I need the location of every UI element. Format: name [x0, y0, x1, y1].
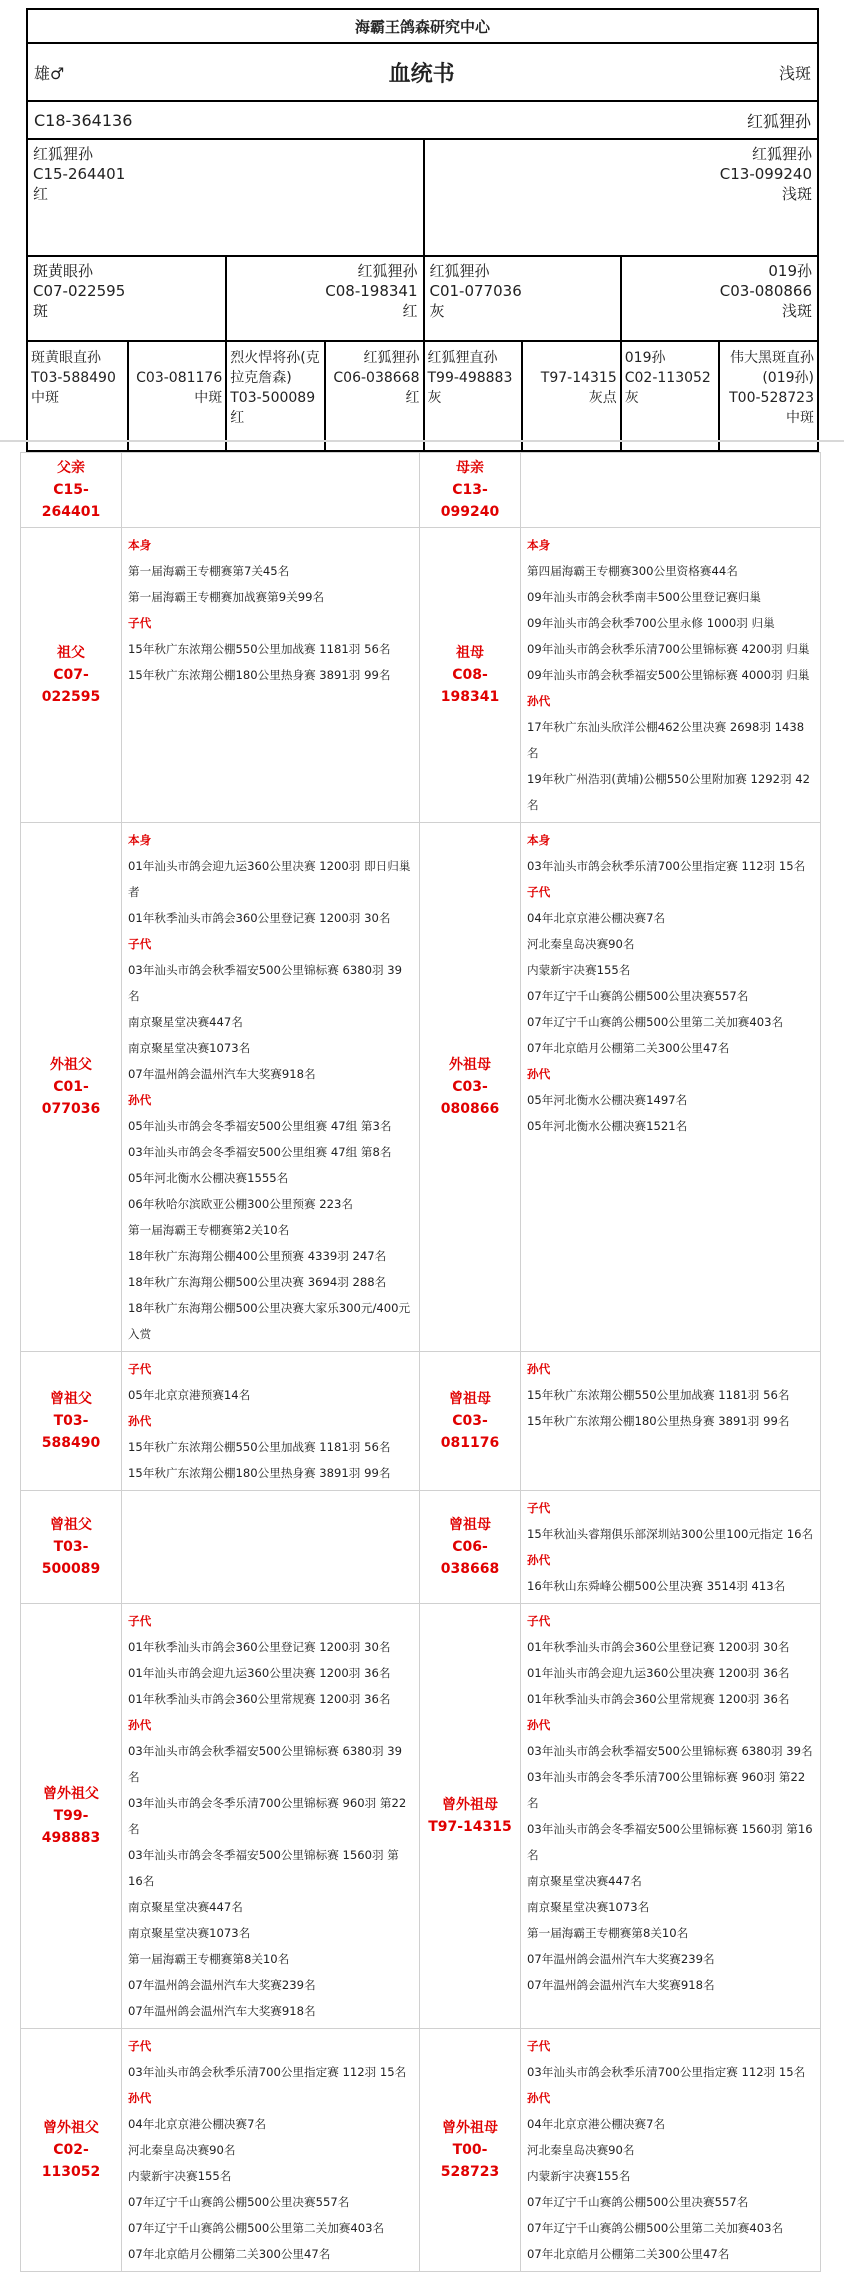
title-row [26, 44, 819, 102]
grandparent-color: 浅斑 [781, 302, 812, 320]
ancestor-ring: C15-264401 [41, 482, 101, 520]
great-grandparent-ring: T99-498883 [427, 370, 513, 386]
record-section-heading: 子代 [527, 2039, 551, 2053]
record-line: 内蒙新宇决赛155名 [128, 2169, 232, 2183]
great-grandparent-strain: 斑黄眼直孙 [31, 350, 101, 366]
record-line: 01年秋季汕头市鸽会360公里登记赛 1200羽 30名 [527, 1640, 790, 1654]
record-line: 05年河北衡水公棚决赛1497名 [527, 1093, 688, 1107]
grandparent-color: 红 [402, 302, 418, 320]
record-line: 第一届海霸王专棚赛第7关45名 [128, 564, 290, 578]
record-line: 南京聚星堂决赛447名 [128, 1900, 243, 1914]
sex-label: 雄♂ [34, 63, 65, 83]
great-grandparent-ring: T03-588490 [31, 370, 116, 386]
ancestor-records [521, 528, 821, 823]
ancestor-title: 父亲 [57, 460, 85, 476]
ancestor-label [420, 1604, 521, 2029]
ancestor-title: 曾祖母 [449, 1391, 491, 1407]
record-section-heading: 子代 [128, 1362, 152, 1376]
record-line: 07年北京皓月公棚第二关300公里47名 [527, 1041, 730, 1055]
record-line: 09年汕头市鸽会秋季福安500公里锦标赛 4000羽 归巢 [527, 668, 810, 682]
record-line: 03年汕头市鸽会秋季福安500公里锦标赛 6380羽 39名 [128, 1744, 403, 1784]
record-line: 07年温州鸽会温州汽车大奖赛918名 [128, 2004, 316, 2018]
grandparent-strain: 019孙 [768, 262, 812, 280]
generation-1 [26, 140, 819, 257]
record-section-heading: 孙代 [128, 1093, 152, 1107]
ancestor-ring: T99-498883 [41, 1808, 101, 1846]
grandparent-strain: 红狐狸孙 [357, 262, 418, 280]
dam-strain: 红狐狸孙 [751, 145, 812, 163]
great-grandparent-strain: 烈火悍将孙(克拉克詹森) [230, 350, 320, 386]
record-line: 07年温州鸽会温州汽车大奖赛239名 [527, 1952, 715, 1966]
record-line: 01年秋季汕头市鸽会360公里登记赛 1200羽 30名 [128, 1640, 391, 1654]
dam-cell [423, 140, 818, 255]
great-grandparent-cell [521, 342, 620, 450]
record-line: 第一届海霸王专棚赛第2关10名 [128, 1223, 290, 1237]
grandparent-ring: C07-022595 [33, 282, 126, 300]
record-line: 09年汕头市鸽会秋季乐清700公里锦标赛 4200羽 归巢 [527, 642, 810, 656]
record-line: 09年汕头市鸽会秋季南丰500公里登记赛归巢 [527, 590, 761, 604]
ancestor-ring: C13-099240 [440, 482, 500, 520]
sire-strain: 红狐狸孙 [33, 145, 94, 163]
record-row [21, 823, 821, 1352]
ancestor-records [521, 2029, 821, 2272]
record-section-heading: 本身 [128, 833, 152, 847]
grandparent-cell [28, 257, 225, 340]
ancestor-label [420, 1491, 521, 1604]
pedigree-chart [26, 8, 819, 452]
great-grandparent-ring: C03-081176 [136, 370, 223, 386]
ancestor-records [122, 453, 420, 528]
record-line: 第一届海霸王专棚赛第8关10名 [128, 1952, 290, 1966]
ancestor-records [122, 1604, 420, 2029]
great-grandparent-cell [423, 342, 522, 450]
record-line: 04年北京京港公棚决赛7名 [527, 2117, 666, 2131]
great-grandparent-color: 中斑 [194, 390, 223, 406]
record-row [21, 2029, 821, 2272]
great-grandparent-color: 红 [230, 410, 245, 426]
ancestor-label [420, 2029, 521, 2272]
record-line: 河北秦皇岛决赛90名 [527, 2143, 635, 2157]
record-line: 03年汕头市鸽会冬季福安500公里组赛 47组 第8名 [128, 1145, 392, 1159]
ancestor-title: 曾祖父 [50, 1517, 92, 1533]
record-line: 第一届海霸王专棚赛第8关10名 [527, 1926, 689, 1940]
great-grandparent-color: 灰 [624, 390, 639, 406]
ancestor-records [521, 1352, 821, 1491]
grandparent-color: 灰 [429, 302, 445, 320]
great-grandparent-ring: T03-500089 [230, 390, 316, 406]
record-line: 07年辽宁千山赛鸽公棚500公里第二关加赛403名 [527, 2221, 784, 2235]
record-row [21, 453, 821, 528]
great-grandparent-color: 灰 [427, 390, 442, 406]
record-line: 南京聚星堂决赛1073名 [527, 1900, 650, 1914]
record-line: 03年汕头市鸽会秋季乐清700公里指定赛 112羽 15名 [527, 859, 806, 873]
grandparent-cell [620, 257, 817, 340]
ancestor-records [122, 1352, 420, 1491]
record-section-heading: 子代 [527, 885, 551, 899]
record-line: 04年北京京港公棚决赛7名 [128, 2117, 267, 2131]
ancestor-title: 曾祖母 [449, 1517, 491, 1533]
great-grandparent-cell [225, 342, 324, 450]
record-line: 09年汕头市鸽会秋季700公里永修 1000羽 归巢 [527, 616, 775, 630]
ancestor-ring: T97-14315 [428, 1819, 512, 1835]
record-section-heading: 孙代 [527, 1718, 551, 1732]
ancestor-label [21, 528, 122, 823]
ancestor-ring: C02-113052 [41, 2142, 101, 2180]
record-section-heading: 孙代 [527, 1067, 551, 1081]
record-line: 05年北京京港预赛14名 [128, 1388, 251, 1402]
record-line: 01年秋季汕头市鸽会360公里常规赛 1200羽 36名 [128, 1692, 391, 1706]
great-grandparent-strain: 伟大黑斑直孙(019孙) [730, 350, 814, 386]
record-line: 07年辽宁千山赛鸽公棚500公里决赛557名 [527, 989, 749, 1003]
record-line: 15年秋广东浓翔公棚550公里加战赛 1181羽 56名 [128, 642, 391, 656]
ancestor-records [122, 1491, 420, 1604]
record-line: 17年秋广东汕头欣洋公棚462公里决赛 2698羽 1438名 [527, 720, 805, 760]
record-line: 南京聚星堂决赛1073名 [128, 1926, 251, 1940]
record-line: 03年汕头市鸽会冬季福安500公里锦标赛 1560羽 第16名 [128, 1848, 399, 1888]
record-line: 03年汕头市鸽会冬季乐清700公里锦标赛 960羽 第22名 [527, 1770, 806, 1810]
record-line: 05年河北衡水公棚决赛1521名 [527, 1119, 688, 1133]
bird-row [26, 102, 819, 140]
record-line: 07年温州鸽会温州汽车大奖赛918名 [128, 1067, 316, 1081]
dam-ring: C13-099240 [719, 165, 812, 183]
record-line: 15年秋广东浓翔公棚180公里热身赛 3891羽 99名 [128, 1466, 391, 1480]
bird-ring: C18-364136 [34, 110, 133, 130]
ancestor-title: 母亲 [456, 460, 484, 476]
bird-strain: 红狐狸孙 [746, 111, 811, 131]
great-grandparent-cell [127, 342, 226, 450]
record-line: 01年汕头市鸽会迎九运360公里决赛 1200羽 即日归巢者 [128, 859, 411, 899]
record-section-heading: 子代 [527, 1501, 551, 1515]
ancestor-title: 曾外祖母 [442, 2120, 498, 2136]
section-divider [0, 440, 844, 442]
grandparent-strain: 斑黄眼孙 [33, 262, 94, 280]
record-section-heading: 子代 [128, 2039, 152, 2053]
record-line: 南京聚星堂决赛1073名 [128, 1041, 251, 1055]
ancestor-label [21, 2029, 122, 2272]
ancestor-ring: C01-077036 [41, 1079, 101, 1117]
ancestor-label [21, 823, 122, 1352]
record-line: 18年秋广东海翔公棚500公里决赛大家乐300元/400元 入赏 [128, 1301, 411, 1341]
ancestor-ring: T03-588490 [41, 1413, 101, 1451]
ancestor-title: 曾外祖母 [442, 1797, 498, 1813]
ancestor-ring: C03-080866 [440, 1079, 500, 1117]
record-line: 15年秋广东浓翔公棚550公里加战赛 1181羽 56名 [128, 1440, 391, 1454]
record-line: 01年秋季汕头市鸽会360公里常规赛 1200羽 36名 [527, 1692, 790, 1706]
great-grandparent-ring: C02-113052 [624, 370, 711, 386]
grandparent-ring: C08-198341 [325, 282, 418, 300]
record-section-heading: 本身 [527, 538, 551, 552]
record-line: 河北秦皇岛决赛90名 [128, 2143, 236, 2157]
ancestor-title: 祖母 [456, 645, 484, 661]
record-line: 07年温州鸽会温州汽车大奖赛239名 [128, 1978, 316, 1992]
ancestor-records [521, 453, 821, 528]
generation-2 [26, 257, 819, 342]
great-grandparent-color: 红 [405, 390, 420, 406]
record-line: 15年秋广东浓翔公棚180公里热身赛 3891羽 99名 [128, 668, 391, 682]
great-grandparent-cell [324, 342, 423, 450]
ancestor-ring: C03-081176 [440, 1413, 500, 1451]
record-line: 15年秋广东浓翔公棚550公里加战赛 1181羽 56名 [527, 1388, 790, 1402]
record-section-heading: 子代 [527, 1614, 551, 1628]
bird-color: 浅斑 [778, 63, 811, 83]
great-grandparent-cell [28, 342, 127, 450]
ancestor-ring: C07-022595 [41, 667, 101, 705]
grandparent-ring: C03-080866 [719, 282, 812, 300]
ancestor-title: 曾祖父 [50, 1391, 92, 1407]
record-section-heading: 子代 [128, 616, 152, 630]
sire-cell [28, 140, 423, 255]
record-line: 07年辽宁千山赛鸽公棚500公里第二关加赛403名 [527, 1015, 784, 1029]
grandparent-color: 斑 [33, 302, 49, 320]
record-section-heading: 子代 [128, 937, 152, 951]
record-line: 18年秋广东海翔公棚400公里预赛 4339羽 247名 [128, 1249, 387, 1263]
record-row [21, 528, 821, 823]
sire-ring: C15-264401 [33, 165, 126, 183]
org-name: 海霸王鸽森研究中心 [354, 17, 490, 36]
great-grandparent-color: 中斑 [31, 390, 59, 406]
ancestor-label [21, 453, 122, 528]
ancestor-records [521, 823, 821, 1352]
record-line: 07年辽宁千山赛鸽公棚500公里决赛557名 [527, 2195, 749, 2209]
record-row [21, 1491, 821, 1604]
record-row [21, 1604, 821, 2029]
ancestor-title: 外祖父 [50, 1057, 92, 1073]
record-line: 01年汕头市鸽会迎九运360公里决赛 1200羽 36名 [128, 1666, 391, 1680]
record-line: 南京聚星堂决赛447名 [527, 1874, 642, 1888]
page-title: 血统书 [388, 61, 455, 87]
record-line: 04年北京京港公棚决赛7名 [527, 911, 666, 925]
record-line: 19年秋广州浩羽(黄埔)公棚550公里附加赛 1292羽 42名 [527, 772, 811, 812]
ancestor-label [420, 528, 521, 823]
record-section-heading: 孙代 [128, 1414, 152, 1428]
great-grandparent-ring: C06-038668 [333, 370, 420, 386]
ancestor-label [420, 1352, 521, 1491]
record-line: 15年秋汕头睿翔俱乐部深圳站300公里100元指定 16名 [527, 1527, 814, 1541]
record-line: 03年汕头市鸽会秋季福安500公里锦标赛 6380羽 39名 [527, 1744, 813, 1758]
record-row [21, 1352, 821, 1491]
grandparent-ring: C01-077036 [429, 282, 522, 300]
ancestor-records [521, 1604, 821, 2029]
record-line: 第四届海霸王专棚赛300公里资格赛44名 [527, 564, 738, 578]
record-line: 18年秋广东海翔公棚500公里决赛 3694羽 288名 [128, 1275, 387, 1289]
great-grandparent-color: 灰点 [588, 390, 617, 406]
ancestor-records [122, 528, 420, 823]
record-line: 05年河北衡水公棚决赛1555名 [128, 1171, 289, 1185]
record-line: 内蒙新宇决赛155名 [527, 963, 631, 977]
great-grandparent-strain: 红狐狸直孙 [427, 350, 498, 366]
record-line: 07年温州鸽会温州汽车大奖赛918名 [527, 1978, 715, 1992]
record-line: 05年汕头市鸽会冬季福安500公里组赛 47组 第3名 [128, 1119, 392, 1133]
record-line: 07年辽宁千山赛鸽公棚500公里第二关加赛403名 [128, 2221, 385, 2235]
record-section-heading: 孙代 [527, 1553, 551, 1567]
grandparent-cell [423, 257, 620, 340]
record-line: 01年秋季汕头市鸽会360公里登记赛 1200羽 30名 [128, 911, 391, 925]
ancestor-label [21, 1352, 122, 1491]
record-line: 03年汕头市鸽会秋季福安500公里锦标赛 6380羽 39名 [128, 963, 403, 1003]
record-section-heading: 本身 [527, 833, 551, 847]
ancestor-ring: C06-038668 [440, 1539, 500, 1577]
record-line: 第一届海霸王专棚赛加战赛第9关99名 [128, 590, 325, 604]
record-line: 07年北京皓月公棚第二关300公里47名 [128, 2247, 331, 2261]
great-grandparent-ring: T00-528723 [729, 390, 814, 406]
ancestor-records [521, 1491, 821, 1604]
record-line: 07年北京皓月公棚第二关300公里47名 [527, 2247, 730, 2261]
ancestor-title: 曾外祖父 [43, 2120, 99, 2136]
record-line: 内蒙新宇决赛155名 [527, 2169, 631, 2183]
record-line: 03年汕头市鸽会冬季福安500公里锦标赛 1560羽 第16名 [527, 1822, 813, 1862]
record-line: 01年汕头市鸽会迎九运360公里决赛 1200羽 36名 [527, 1666, 790, 1680]
record-section-heading: 孙代 [527, 694, 551, 708]
ancestor-records-table [20, 452, 821, 2272]
record-line: 03年汕头市鸽会冬季乐清700公里锦标赛 960羽 第22名 [128, 1796, 407, 1836]
ancestor-ring: T00-528723 [440, 2142, 500, 2180]
grandparent-cell [225, 257, 422, 340]
record-line: 16年秋山东舜峰公棚500公里决赛 3514羽 413名 [527, 1579, 786, 1593]
great-grandparent-ring: T97-14315 [540, 370, 617, 386]
record-line: 南京聚星堂决赛447名 [128, 1015, 243, 1029]
record-line: 03年汕头市鸽会秋季乐清700公里指定赛 112羽 15名 [128, 2065, 407, 2079]
record-line: 河北秦皇岛决赛90名 [527, 937, 635, 951]
ancestor-records [122, 2029, 420, 2272]
great-grandparent-cell [718, 342, 817, 450]
record-line: 15年秋广东浓翔公棚180公里热身赛 3891羽 99名 [527, 1414, 790, 1428]
great-grandparent-strain: 019孙 [624, 350, 666, 366]
org-header [26, 8, 819, 44]
ancestor-label [21, 1491, 122, 1604]
record-section-heading: 孙代 [527, 2091, 551, 2105]
great-grandparent-cell [620, 342, 719, 450]
ancestor-label [21, 1604, 122, 2029]
ancestor-title: 曾外祖父 [43, 1786, 99, 1802]
record-line: 06年秋哈尔滨欧亚公棚300公里预赛 223名 [128, 1197, 354, 1211]
record-section-heading: 子代 [128, 1614, 152, 1628]
record-line: 03年汕头市鸽会秋季乐清700公里指定赛 112羽 15名 [527, 2065, 806, 2079]
great-grandparent-strain: 红狐狸孙 [363, 350, 420, 366]
ancestor-label [420, 453, 521, 528]
sire-color: 红 [33, 185, 49, 203]
ancestor-ring: C08-198341 [440, 667, 500, 705]
record-section-heading: 本身 [128, 538, 152, 552]
ancestor-records [122, 823, 420, 1352]
record-section-heading: 孙代 [128, 1718, 152, 1732]
grandparent-strain: 红狐狸孙 [429, 262, 490, 280]
ancestor-label [420, 823, 521, 1352]
ancestor-ring: T03-500089 [41, 1539, 101, 1577]
record-section-heading: 孙代 [128, 2091, 152, 2105]
record-section-heading: 孙代 [527, 1362, 551, 1376]
generation-3 [26, 342, 819, 452]
great-grandparent-color: 中斑 [786, 410, 814, 426]
ancestor-title: 祖父 [57, 645, 85, 661]
ancestor-title: 外祖母 [449, 1057, 491, 1073]
dam-color: 浅斑 [781, 185, 812, 203]
record-line: 07年辽宁千山赛鸽公棚500公里决赛557名 [128, 2195, 350, 2209]
